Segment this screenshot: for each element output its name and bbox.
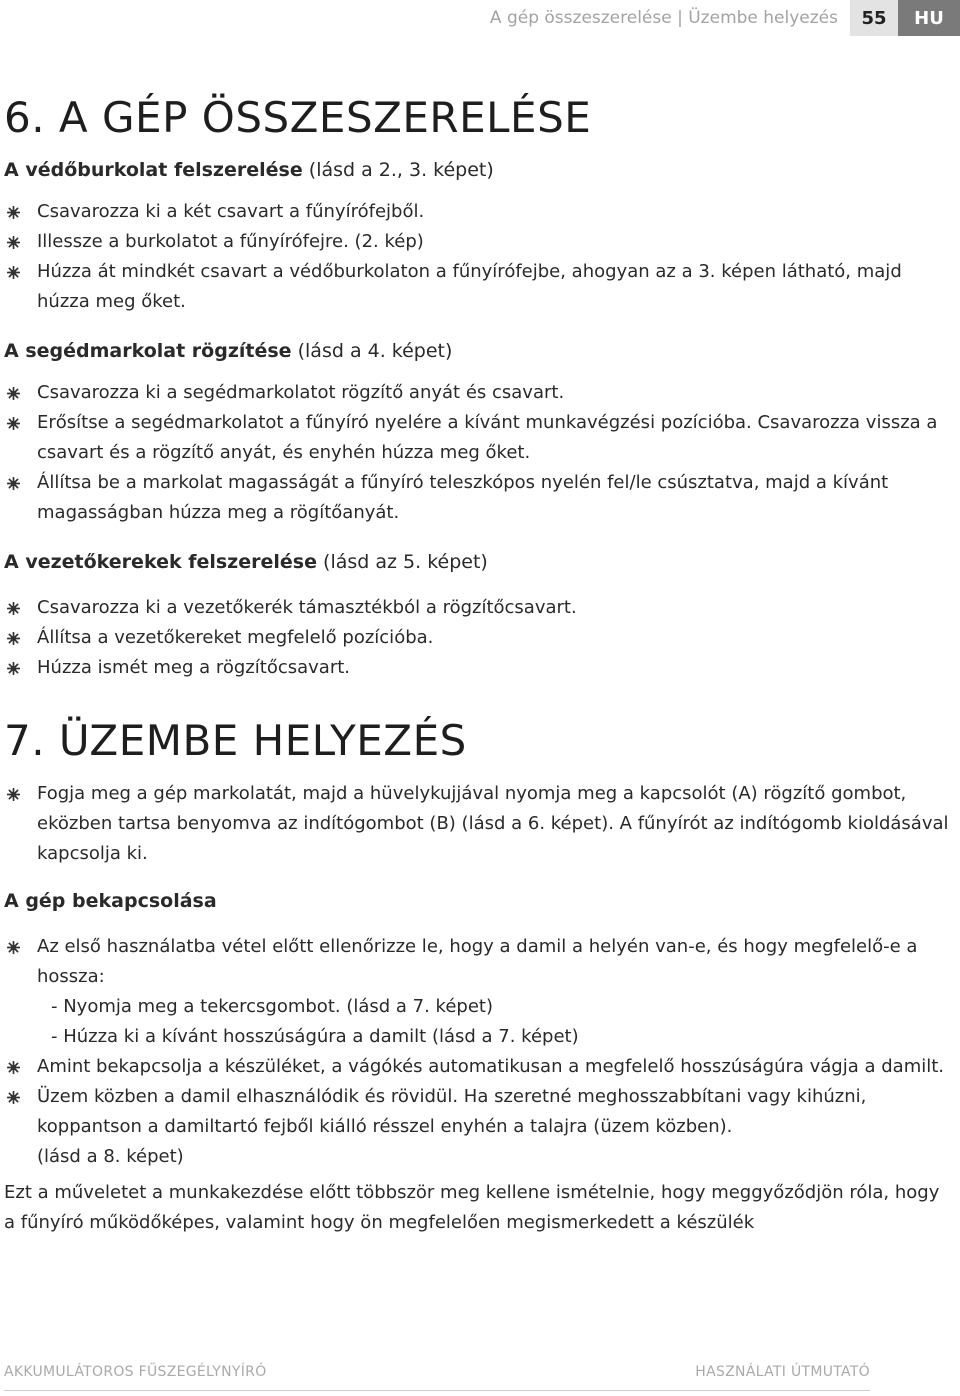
- switch-on-steps-list: [4, 932, 956, 1172]
- subsection-switch-on-heading: [4, 887, 956, 915]
- sun-burst-icon: [7, 1091, 20, 1104]
- sun-burst-icon: [7, 602, 20, 615]
- section-7-title: 7. ÜZEMBE HELYEZÉS: [4, 716, 467, 765]
- list-item: Állítsa a vezetőkereket megfelelő pozícióba.: [4, 623, 956, 653]
- sun-burst-icon: [7, 206, 20, 219]
- list-item: Fogja meg a gép markolatát, majd a hüvelykujjával nyomja meg a kapcsolót (A) rögzítő gombot, eközben tartsa benyomva az indítógombot (B) (lásd a 6. képet). A fűnyírót az indítógomb kioldásával kapcsolja ki.: [4, 779, 956, 869]
- subsection-guard-heading: [4, 156, 956, 184]
- list-item: Húzza át mindkét csavart a védőburkolaton a fűnyírófejbe, ahogyan az a 3. képen látható, majd húzza meg őket.: [4, 257, 956, 317]
- list-item: Az első használatba vétel előtt ellenőrizze le, hogy a damil a helyén van-e, és hogy megfelelő-e a hossza: - Nyomja meg a tekercsgombot. (lásd a 7. képet) - Húzza ki a kívánt hosszúságúra a damilt (lásd a 7. képet): [4, 932, 956, 1052]
- page-content: [4, 90, 956, 1238]
- list-item: Illessze a burkolatot a fűnyírófejre. (2. kép): [4, 227, 956, 257]
- section-6-title: 6. A GÉP ÖSSZESZERELÉSE: [4, 93, 592, 142]
- sun-burst-icon: [7, 662, 20, 675]
- sun-burst-icon: [7, 387, 20, 400]
- subsection-guard-ref: (lásd a 2., 3. képet): [308, 159, 494, 181]
- sun-burst-icon: [7, 236, 20, 249]
- footer-product-name: AKKUMULÁTOROS FŰSZEGÉLYNYÍRÓ: [4, 1364, 267, 1380]
- footer-document-type: HASZNÁLATI ÚTMUTATÓ: [695, 1364, 870, 1380]
- subsection-handle-title: A segédmarkolat rögzítése: [4, 340, 292, 362]
- page-footer: [4, 1364, 870, 1386]
- subsection-wheels-heading: [4, 548, 956, 576]
- subsection-guard-title: A védőburkolat felszerelése: [4, 159, 303, 181]
- page-header: [490, 0, 960, 36]
- closing-paragraph: Ezt a műveletet a munkakezdése előtt többször meg kellene ismételnie, hogy meggyőződjön róla, hogy a fűnyíró működőképes, valamint hogy ön megfelelően megismerkedett a készülék: [4, 1182, 940, 1233]
- sub-step: - Húzza ki a kívánt hosszúságúra a damilt (lásd a 7. képet): [51, 1026, 579, 1047]
- subsection-wheels-title: A vezetőkerekek felszerelése: [4, 551, 317, 573]
- handle-steps-list: [4, 378, 956, 528]
- list-item: Húzza ismét meg a rögzítőcsavart.: [4, 653, 956, 683]
- list-item: Csavarozza ki a két csavart a fűnyírófejből.: [4, 197, 956, 227]
- sun-burst-icon: [7, 417, 20, 430]
- subsection-handle-heading: [4, 337, 956, 365]
- sub-steps-list: [37, 992, 956, 1052]
- subsection-handle-ref: (lásd a 4. képet): [297, 340, 453, 362]
- sub-step: - Nyomja meg a tekercsgombot. (lásd a 7. képet): [51, 996, 493, 1017]
- sun-burst-icon: [7, 632, 20, 645]
- sun-burst-icon: [7, 788, 20, 801]
- sun-burst-icon: [7, 1061, 20, 1074]
- language-badge: HU: [898, 0, 960, 36]
- list-item: Erősítse a segédmarkolatot a fűnyíró nyelére a kívánt munkavégzési pozícióba. Csavarozza vissza a csavart és a rögzítő anyát, és enyhén húzza meg őket.: [4, 408, 956, 468]
- sun-burst-icon: [7, 477, 20, 490]
- subsection-switch-on-title: A gép bekapcsolása: [4, 890, 217, 912]
- wheels-steps-list: [4, 593, 956, 683]
- list-item: Állítsa be a markolat magasságát a fűnyíró teleszkópos nyelén fel/le csúsztatva, majd a kívánt magasságban húzza meg a rögítőanyát.: [4, 468, 956, 528]
- list-item: Csavarozza ki a vezetőkerék támasztékból a rögzítőcsavart.: [4, 593, 956, 623]
- page-number: 55: [850, 0, 898, 36]
- sun-burst-icon: [7, 941, 20, 954]
- footer-divider: [4, 1390, 870, 1391]
- sun-burst-icon: [7, 266, 20, 279]
- subsection-wheels-ref: (lásd az 5. képet): [323, 551, 488, 573]
- list-item: Amint bekapcsolja a készüléket, a vágókés automatikusan a megfelelő hosszúságúra vágja a damilt.: [4, 1052, 956, 1082]
- operation-intro-list: [4, 779, 956, 869]
- list-item: Üzem közben a damil elhasználódik és rövidül. Ha szeretné meghosszabbítani vagy kihúzni, koppantson a damiltartó fejből kiálló résszel enyhén a talajra (üzem közben). (lásd a 8. képet): [4, 1082, 956, 1172]
- list-item: Csavarozza ki a segédmarkolatot rögzítő anyát és csavart.: [4, 378, 956, 408]
- header-section-title: A gép összeszerelése | Üzembe helyezés: [489, 8, 838, 28]
- guard-steps-list: [4, 197, 956, 317]
